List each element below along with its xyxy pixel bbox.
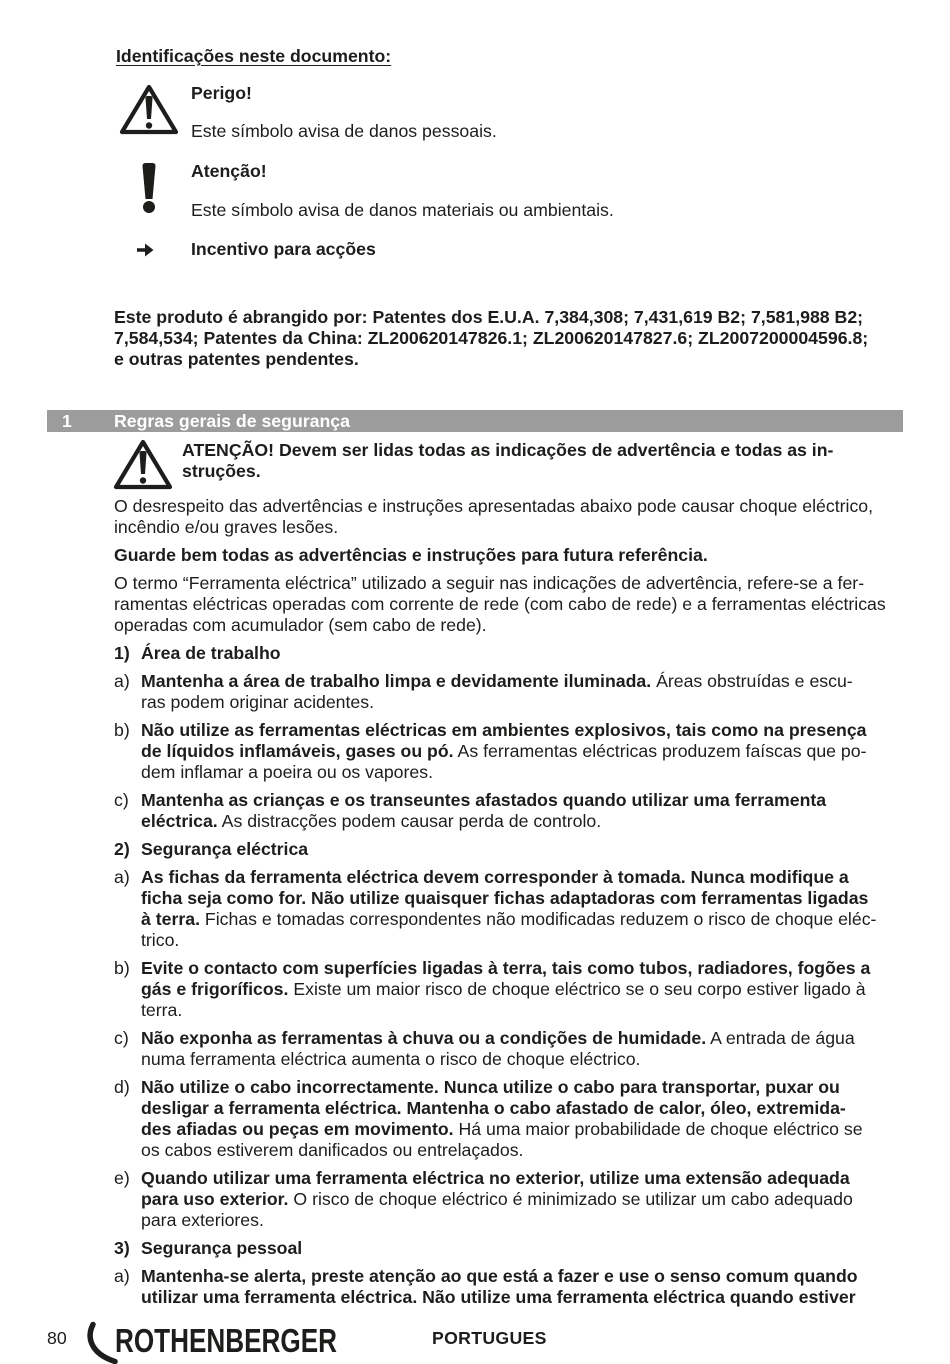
list-item xyxy=(114,1028,906,1070)
plain-text: Fichas e tomadas correspondentes não modificadas reduzem o risco de choque eléc- xyxy=(204,909,877,929)
group-heading xyxy=(114,643,906,664)
exclamation-icon xyxy=(141,162,157,214)
item-body xyxy=(141,1028,906,1070)
item-body xyxy=(141,671,906,713)
bold-text: desligar a ferramenta eléctrica. Mantenha o cabo afastado de calor, óleo, extremida- xyxy=(141,1098,846,1118)
group-title: Segurança eléctrica xyxy=(141,839,309,859)
action-label: Incentivo para acções xyxy=(191,239,376,259)
item-body xyxy=(141,720,906,783)
plain-text: os cabos estiverem danificados ou entrelaçados. xyxy=(141,1140,524,1160)
text-line: O termo “Ferramenta eléctrica” utilizado a seguir nas indicações de advertência, refere-se a fer- xyxy=(114,573,865,593)
bold-text: para uso exterior. xyxy=(141,1189,289,1209)
bold-text: utilizar uma ferramenta eléctrica. Não utilize uma ferramenta eléctrica quando estiver xyxy=(141,1287,856,1307)
bold-text: des afiadas ou peças em movimento. xyxy=(141,1119,454,1139)
bold-text: eléctrica. xyxy=(141,811,218,831)
text-line xyxy=(141,692,906,713)
text-line: e outras patentes pendentes. xyxy=(114,349,359,369)
bold-text: Não utilize as ferramentas eléctricas em ambientes explosivos, tais como na presença xyxy=(141,720,867,740)
text-line xyxy=(141,1000,906,1021)
list-item xyxy=(114,720,906,783)
group-marker: 3) xyxy=(114,1238,130,1258)
item-marker: b) xyxy=(114,958,130,978)
plain-text: trico. xyxy=(141,930,180,950)
text-line xyxy=(141,958,906,979)
text-line xyxy=(141,720,906,741)
text-line xyxy=(141,909,906,930)
section-bar xyxy=(47,410,903,432)
text-line xyxy=(141,1077,906,1098)
text-line xyxy=(141,1168,906,1189)
section-number: 1 xyxy=(62,411,72,431)
plain-text: Áreas obstruídas e escu- xyxy=(656,671,853,691)
text-line: 7,584,534; Patentes da China: ZL200620147826.1; ZL200620147827.6; ZL2007200004596.8; xyxy=(114,328,869,348)
arrow-right-icon xyxy=(137,243,154,257)
text-line xyxy=(141,1028,906,1049)
text-line xyxy=(141,1266,906,1287)
language-label: PORTUGUES xyxy=(432,1328,547,1348)
item-body xyxy=(141,1266,906,1308)
plain-text: dem inflamar a poeira ou os vapores. xyxy=(141,762,433,782)
bold-text: Mantenha as crianças e os transeuntes afastados quando utilizar uma ferramenta xyxy=(141,790,827,810)
list-item xyxy=(114,1077,906,1161)
plain-text: A entrada de água xyxy=(710,1028,855,1048)
text-line: ramentas eléctricas operadas com corrente de rede (com cabo de rede) e a ferramentas eléctricas xyxy=(114,594,886,614)
caution-text: Este símbolo avisa de danos materiais ou ambientais. xyxy=(191,200,614,220)
group-heading xyxy=(114,839,906,860)
text-line: ATENÇÃO! Devem ser lidas todas as indicações de advertência e todas as in- xyxy=(182,440,834,460)
list-item xyxy=(114,958,906,1021)
list-item xyxy=(114,790,906,832)
item-marker: a) xyxy=(114,1266,130,1286)
item-body xyxy=(141,1077,906,1161)
text-line xyxy=(141,867,906,888)
plain-text: terra. xyxy=(141,1000,183,1020)
item-marker: c) xyxy=(114,790,129,810)
text-line xyxy=(141,979,906,1000)
group-marker: 2) xyxy=(114,839,130,859)
brand-logo xyxy=(86,1322,342,1364)
plain-text: ras podem originar acidentes. xyxy=(141,692,375,712)
plain-text: Há uma maior probabilidade de choque eléctrico se xyxy=(458,1119,863,1139)
section-title: Regras gerais de segurança xyxy=(114,411,350,431)
bold-text: Evite o contacto com superfícies ligadas à terra, tais como tubos, radiadores, fogões a xyxy=(141,958,871,978)
plain-text: para exteriores. xyxy=(141,1210,264,1230)
text-line xyxy=(141,1189,906,1210)
caution-label: Atenção! xyxy=(191,161,267,181)
text-line xyxy=(141,1119,906,1140)
text-line xyxy=(141,741,906,762)
item-marker: c) xyxy=(114,1028,129,1048)
logo-text: ROTHENBERGER xyxy=(115,1322,338,1359)
item-marker: a) xyxy=(114,867,130,887)
list-item xyxy=(114,867,906,951)
text-line xyxy=(141,811,906,832)
bold-text: à terra. xyxy=(141,909,200,929)
bold-text: de líquidos inflamáveis, gases ou pó. xyxy=(141,741,454,761)
text-line: O desrespeito das advertências e instruções apresentadas abaixo pode causar choque eléctrico, xyxy=(114,496,874,516)
text-line: Guarde bem todas as advertências e instruções para futura referência. xyxy=(114,545,708,565)
item-body xyxy=(141,867,906,951)
plain-text: As ferramentas eléctricas produzem faíscas que po- xyxy=(457,741,867,761)
item-body xyxy=(141,958,906,1021)
item-marker: d) xyxy=(114,1077,130,1097)
list-item xyxy=(114,1168,906,1231)
group-marker: 1) xyxy=(114,643,130,663)
group-heading xyxy=(114,1238,906,1259)
text-line xyxy=(141,1210,906,1231)
item-marker: b) xyxy=(114,720,130,740)
plain-text: Existe um maior risco de choque eléctrico se o seu corpo estiver ligado à xyxy=(293,979,866,999)
warning-triangle-icon xyxy=(113,439,173,490)
item-marker: e) xyxy=(114,1168,130,1188)
bold-text: As fichas da ferramenta eléctrica devem corresponder à tomada. Nunca modifique a xyxy=(141,867,849,887)
text-line xyxy=(141,888,906,909)
plain-text: numa ferramenta eléctrica aumenta o risco de choque eléctrico. xyxy=(141,1049,641,1069)
bold-text: gás e frigoríficos. xyxy=(141,979,289,999)
text-line xyxy=(141,671,906,692)
text-line xyxy=(141,1140,906,1161)
list-item xyxy=(114,1266,906,1308)
page-number: 80 xyxy=(47,1328,67,1348)
danger-label: Perigo! xyxy=(191,83,252,103)
bold-text: Quando utilizar uma ferramenta eléctrica no exterior, utilize uma extensão adequada xyxy=(141,1168,850,1188)
rothenberger-hook-icon xyxy=(90,1325,115,1362)
intro-notice xyxy=(114,545,906,566)
item-marker: a) xyxy=(114,671,130,691)
section-body xyxy=(114,496,906,1315)
text-line xyxy=(141,790,906,811)
plain-text: O risco de choque eléctrico é minimizado se utilizar um cabo adequado xyxy=(293,1189,853,1209)
text-line: incêndio e/ou graves lesões. xyxy=(114,517,339,537)
group-title: Área de trabalho xyxy=(141,643,281,663)
bold-text: Não utilize o cabo incorrectamente. Nunca utilize o cabo para transportar, puxar ou xyxy=(141,1077,840,1097)
item-body xyxy=(141,1168,906,1231)
text-line: Este produto é abrangido por: Patentes dos E.U.A. 7,384,308; 7,431,619 B2; 7,581,988 B2; xyxy=(114,307,864,327)
item-body xyxy=(141,790,906,832)
list-item xyxy=(114,671,906,713)
section-warning xyxy=(182,440,833,482)
bold-text: ficha seja como for. Não utilize quaisquer fichas adaptadoras com ferramentas ligadas xyxy=(141,888,869,908)
intro-paragraph xyxy=(114,573,906,636)
text-line xyxy=(141,1287,906,1308)
warning-triangle-icon xyxy=(119,84,179,135)
text-line xyxy=(141,930,906,951)
legend-title: Identificações neste documento: xyxy=(116,46,392,66)
text-line xyxy=(141,1049,906,1070)
patent-notice xyxy=(114,307,868,370)
danger-text: Este símbolo avisa de danos pessoais. xyxy=(191,121,497,141)
text-line xyxy=(141,1098,906,1119)
bold-text: Não exponha as ferramentas à chuva ou a condições de humidade. xyxy=(141,1028,707,1048)
group-title: Segurança pessoal xyxy=(141,1238,303,1258)
text-line: struções. xyxy=(182,461,261,481)
text-line: operadas com acumulador (sem cabo de rede). xyxy=(114,615,487,635)
bold-text: Mantenha a área de trabalho limpa e devidamente iluminada. xyxy=(141,671,652,691)
bold-text: Mantenha-se alerta, preste atenção ao que está a fazer e use o senso comum quando xyxy=(141,1266,858,1286)
intro-paragraph xyxy=(114,496,906,538)
text-line xyxy=(141,762,906,783)
plain-text: As distracções podem causar perda de controlo. xyxy=(221,811,602,831)
